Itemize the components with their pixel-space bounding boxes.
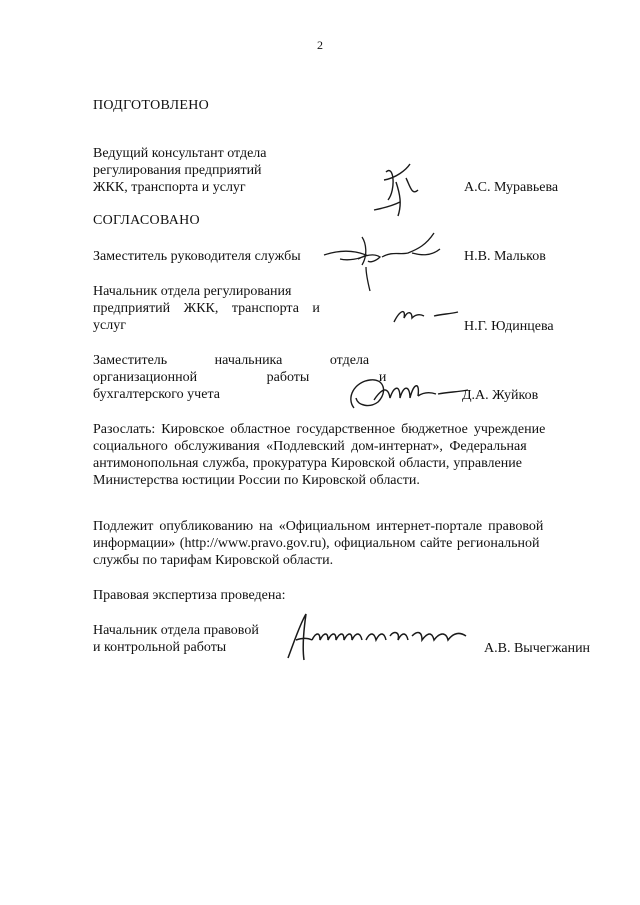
- page-number: 2: [317, 38, 323, 52]
- distribution-line-2: социального обслуживания «Подлевский дом-интернат», Федеральная: [93, 439, 527, 454]
- signatory-2-name: Н.Г. Юдинцева: [464, 319, 554, 334]
- prepared-position-line-1: Ведущий консультант отдела: [93, 146, 267, 161]
- signatory-3-position-line-2: организационной работы и: [93, 370, 387, 385]
- legal-review-text: Правовая экспертиза проведена:: [93, 588, 286, 603]
- legal-review-position-line-1: Начальник отдела правовой: [93, 623, 259, 638]
- signatory-1-name: Н.В. Мальков: [464, 249, 546, 264]
- publication-line-3: службы по тарифам Кировской области.: [93, 553, 334, 568]
- signatory-3-position: [93, 352, 387, 403]
- signatory-3-position-line-1: Заместитель начальника отдела: [93, 353, 370, 368]
- signatory-1-position: Заместитель руководителя службы: [93, 249, 301, 264]
- agreed-heading: СОГЛАСОВАНО: [93, 213, 200, 228]
- signatory-3-signature: [344, 368, 474, 418]
- distribution-line-4: Министерства юстиции России по Кировской области.: [93, 473, 420, 488]
- prepared-position-line-2: регулирования предприятий: [93, 163, 262, 178]
- prepared-signature: [366, 160, 436, 220]
- signatory-3-name: Д.А. Жуйков: [462, 388, 539, 403]
- distribution-line-3: антимонопольная служба, прокуратура Кировской области, управление: [93, 456, 522, 471]
- prepared-position: [93, 145, 267, 196]
- legal-review-position-line-2: и контрольной работы: [93, 640, 227, 655]
- signatory-1-signature: [322, 225, 452, 295]
- publication-line-1: Подлежит опубликованию на «Официальном интернет-портале правовой: [93, 519, 544, 534]
- prepared-name: А.С. Муравьева: [464, 180, 559, 195]
- signatory-2-position-line-3: услуг: [93, 318, 126, 333]
- signatory-2-position: [93, 283, 339, 334]
- signatory-2-position-line-2: предприятий ЖКК, транспорта и: [93, 301, 320, 316]
- signatory-3-position-line-3: бухгалтерского учета: [93, 387, 220, 402]
- publication-paragraph: [93, 518, 598, 569]
- signatory-2-signature: [390, 302, 460, 332]
- distribution-paragraph: [93, 421, 598, 489]
- prepared-position-line-3: ЖКК, транспорта и услуг: [93, 180, 246, 195]
- signatory-2-position-line-1: Начальник отдела регулирования: [93, 284, 292, 299]
- distribution-line-1: Разослать: Кировское областное государственное бюджетное учреждение: [93, 422, 546, 437]
- publication-line-2: информации» (http://www.pravo.gov.ru), официальном сайте региональной: [93, 536, 540, 551]
- legal-review-name: А.В. Вычегжанин: [484, 641, 591, 656]
- legal-review-position: [93, 622, 259, 656]
- prepared-heading: ПОДГОТОВЛЕНО: [93, 98, 210, 113]
- legal-review-signature: [282, 606, 472, 666]
